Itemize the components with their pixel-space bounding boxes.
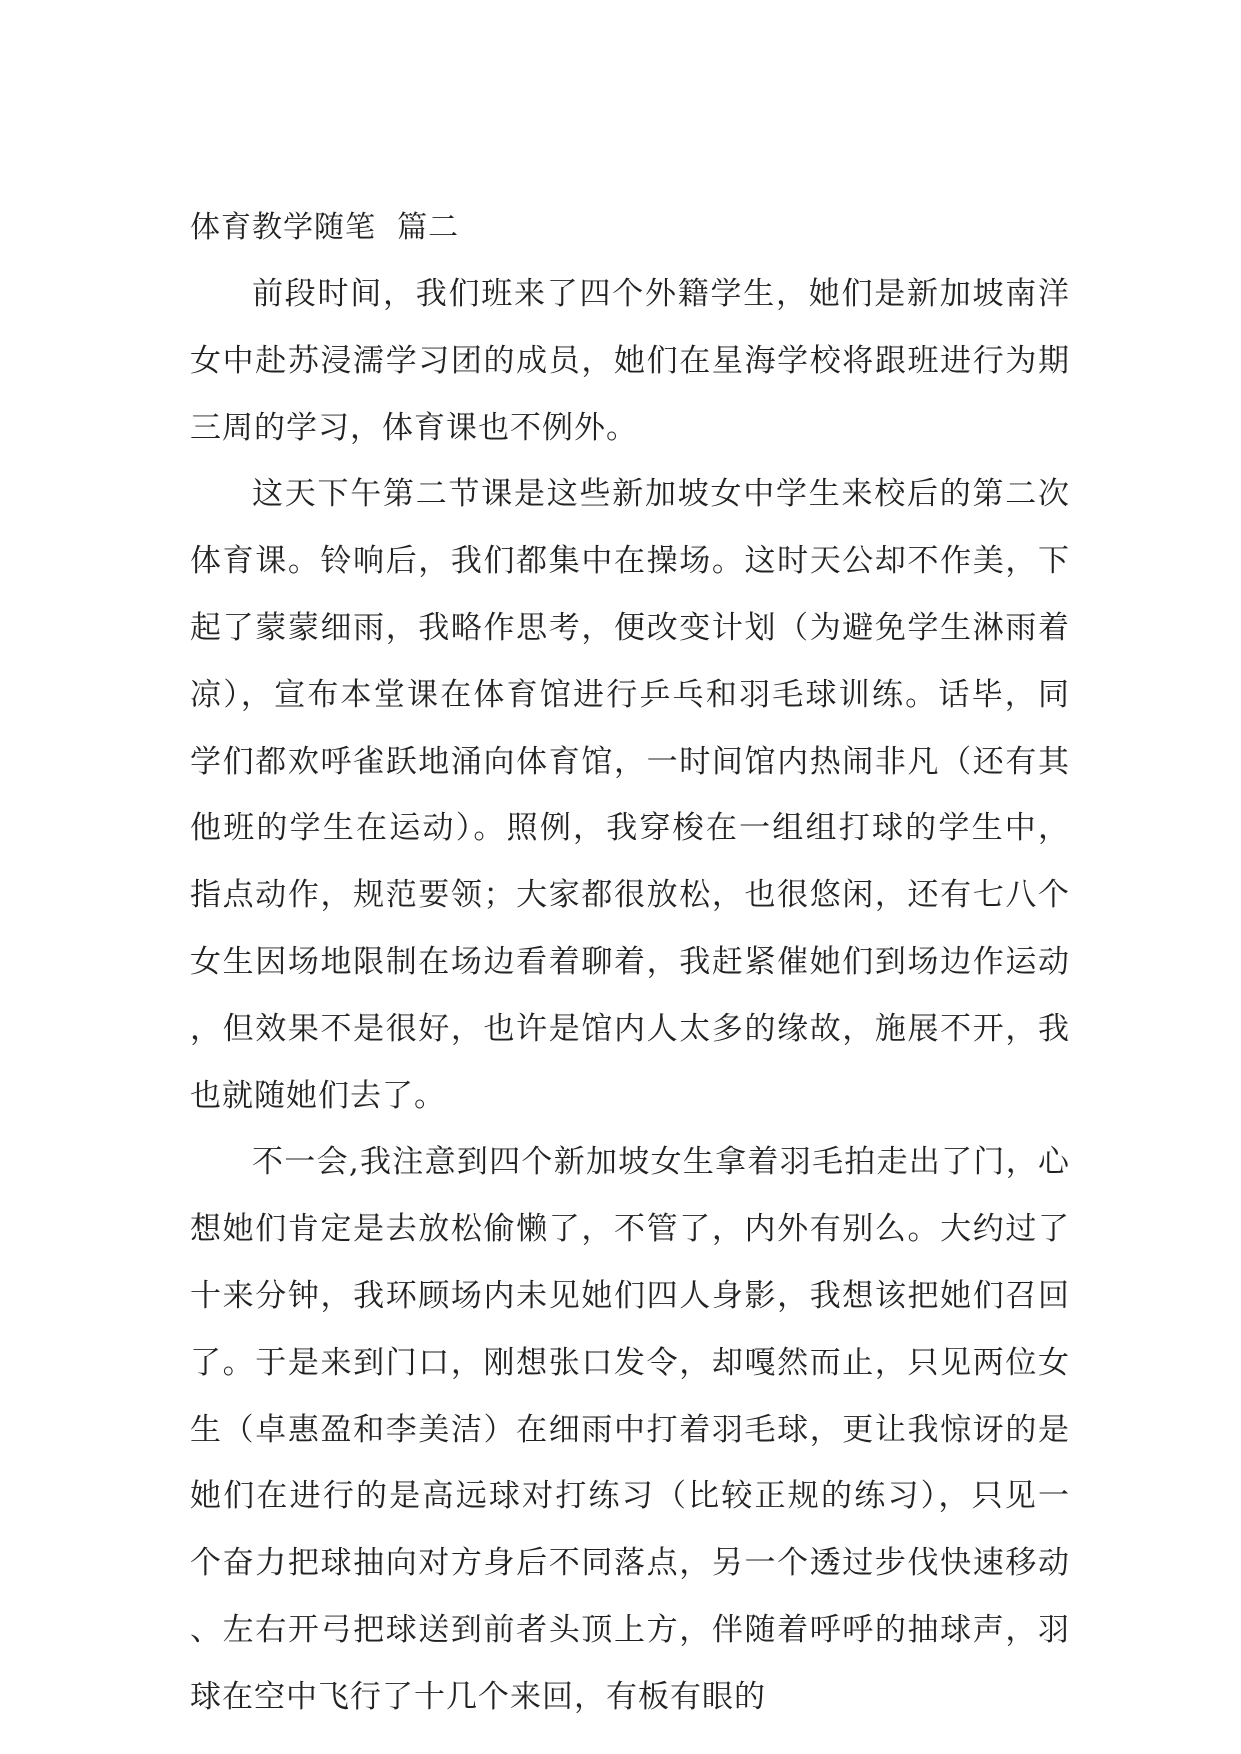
paragraph-1: 前段时间，我们班来了四个外籍学生，她们是新加坡南洋女中赴苏浸濡学习团的成员，她们在星海学校将跟班进行为期三周的学习，体育课也不例外。 bbox=[190, 276, 1070, 446]
document-body bbox=[190, 195, 1070, 1731]
document-title: 体育教学随笔 篇二 bbox=[190, 210, 460, 245]
paragraph-3: 不一会,我注意到四个新加坡女生拿着羽毛拍走出了门，心想她们肯定是去放松偷懒了，不管了，内外有别么。大约过了十来分钟，我环顾场内未见她们四人身影，我想该把她们召回了。于是来到门口，刚想张口发令，却嘎然而止，只见两位女生（卓惠盈和李美洁）在细雨中打着羽毛球，更让我惊讶的是她们在进行的是高远球对打练习（比较正规的练习），只见一个奋力把球抽向对方身后不同落点，另一个透过步伐快速移动、左右开弓把球送到前者头顶上方，伴随着呼呼的抽球声，羽球在空中飞行了十几个来回，有板有眼的 bbox=[190, 1144, 1070, 1715]
paragraph-2: 这天下午第二节课是这些新加坡女中学生来校后的第二次体育课。铃响后，我们都集中在操场。这时天公却不作美，下起了蒙蒙细雨，我略作思考，便改变计划（为避免学生淋雨着凉），宣布本堂课在体育馆进行乒乓和羽毛球训练。话毕，同学们都欢呼雀跃地涌向体育馆，一时间馆内热闹非凡（还有其他班的学生在运动）。照例，我穿梭在一组组打球的学生中，指点动作，规范要领；大家都很放松，也很悠闲，还有七八个女生因场地限制在场边看着聊着，我赶紧催她们到场边作运动，但效果不是很好，也许是馆内人太多的缘故，施展不开，我也就随她们去了。 bbox=[190, 476, 1070, 1114]
